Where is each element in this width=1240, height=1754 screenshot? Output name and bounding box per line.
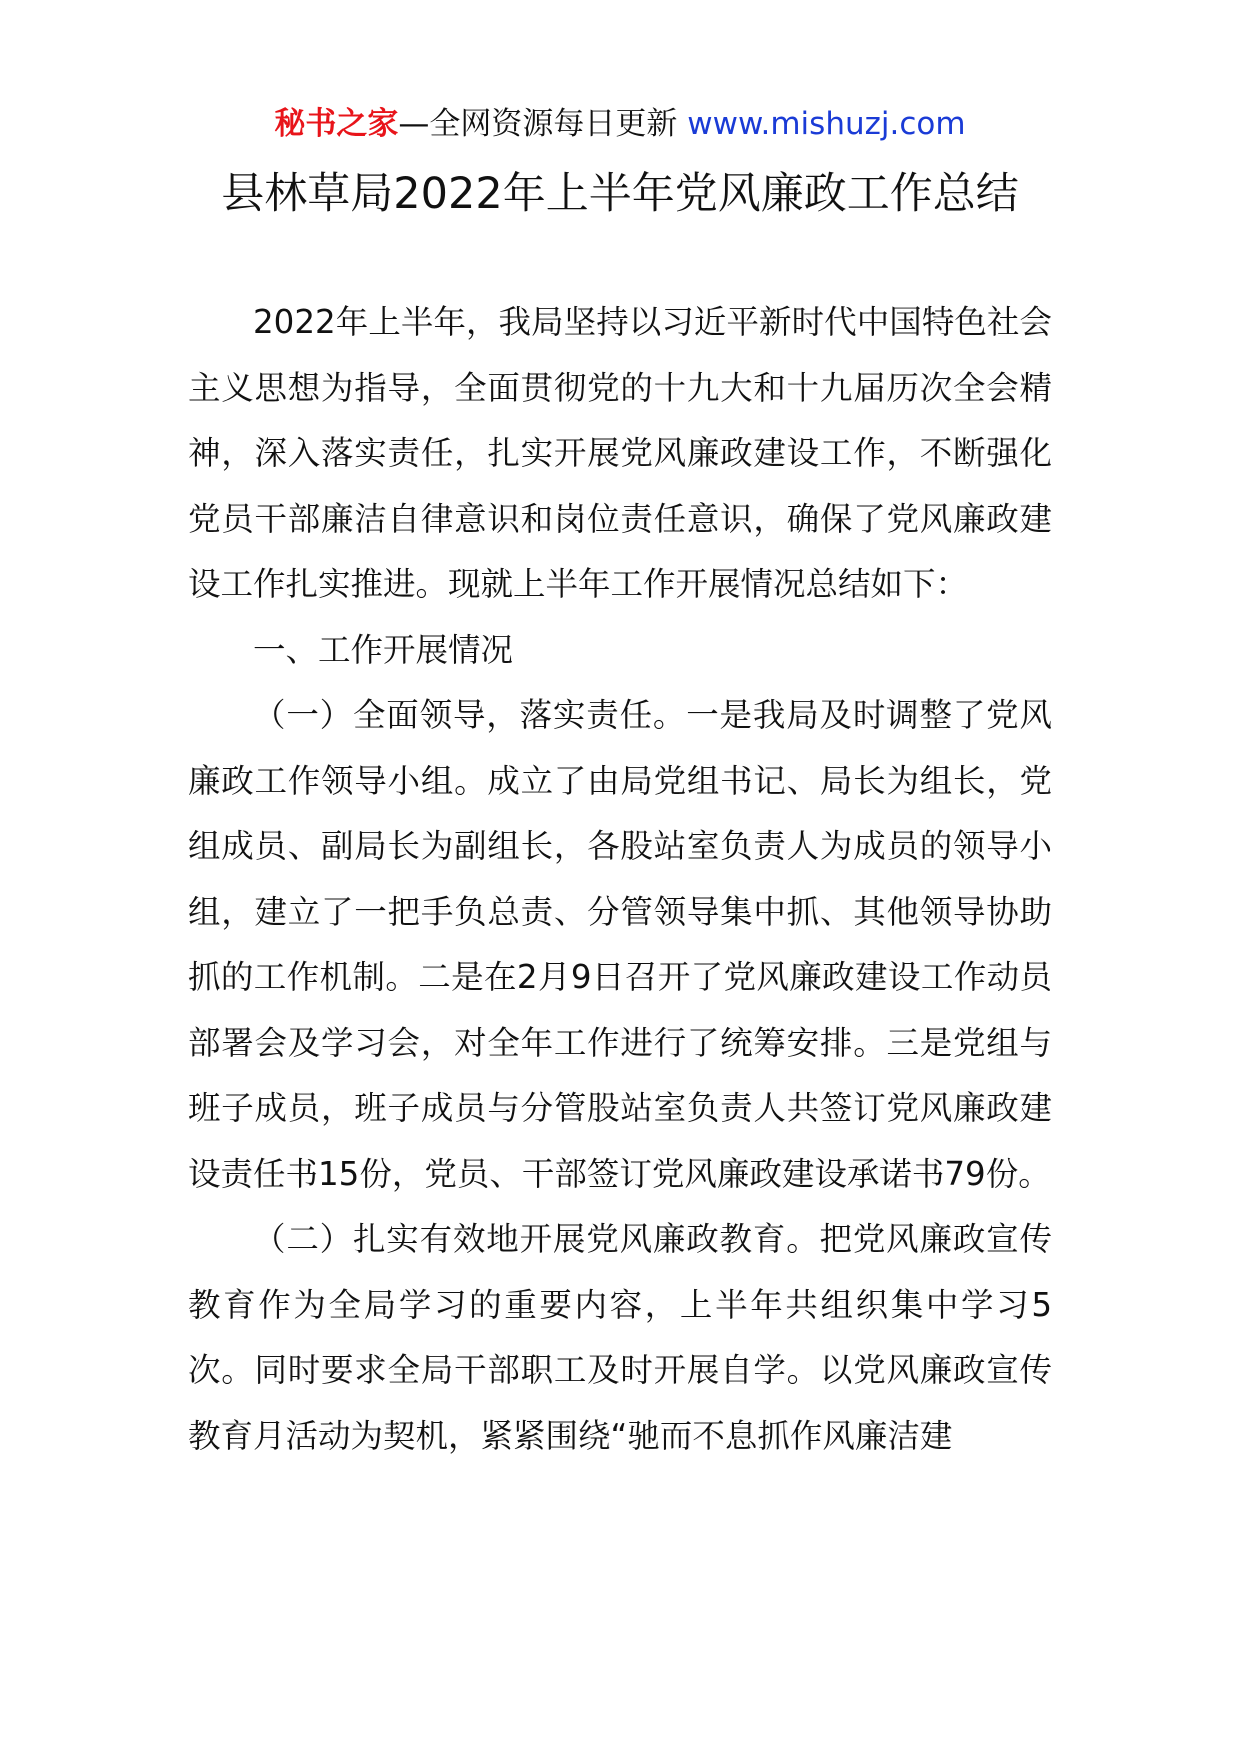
- document-title: 县林草局2022年上半年党风廉政工作总结: [221, 169, 1019, 219]
- site-header: [0, 100, 1240, 148]
- paragraph-intro: 2022年上半年，我局坚持以习近平新时代中国特色社会主义思想为指导，全面贯彻党的十九大和十九届历次全会精神，深入落实责任，扎实开展党风廉政建设工作，不断强化党员干部廉洁自律意识和岗位责任意识，确保了党风廉政建设工作扎实推进。现就上半年工作开展情况总结如下：: [188, 303, 1052, 603]
- document-body: [188, 290, 1052, 1469]
- section-heading: 一、工作开展情况: [253, 630, 514, 669]
- site-url-link[interactable]: www.mishuzj.com: [687, 106, 966, 142]
- site-tagline: —全网资源每日更新: [398, 106, 688, 142]
- paragraph-leadership: （一）全面领导，落实责任。一是我局及时调整了党风廉政工作领导小组。成立了由局党组书记、局长为组长，党组成员、副局长为副组长，各股站室负责人为成员的领导小组，建立了一把手负总责、分管领导集中抓、其他领导协助抓的工作机制。二是在2月9日召开了党风廉政建设工作动员部署会及学习会，对全年工作进行了统筹安排。三是党组与班子成员，班子成员与分管股站室负责人共签订党风廉政建设责任书15份，党员、干部签订党风廉政建设承诺书79份。: [188, 696, 1052, 1193]
- site-brand: 秘书之家: [274, 106, 399, 142]
- paragraph-education: （二）扎实有效地开展党风廉政教育。把党风廉政宣传教育作为全局学习的重要内容，上半年共组织集中学习5次。同时要求全局干部职工及时开展自学。以党风廉政宣传教育月活动为契机，紧紧围绕“驰而不息抓作风廉洁建: [188, 1220, 1052, 1455]
